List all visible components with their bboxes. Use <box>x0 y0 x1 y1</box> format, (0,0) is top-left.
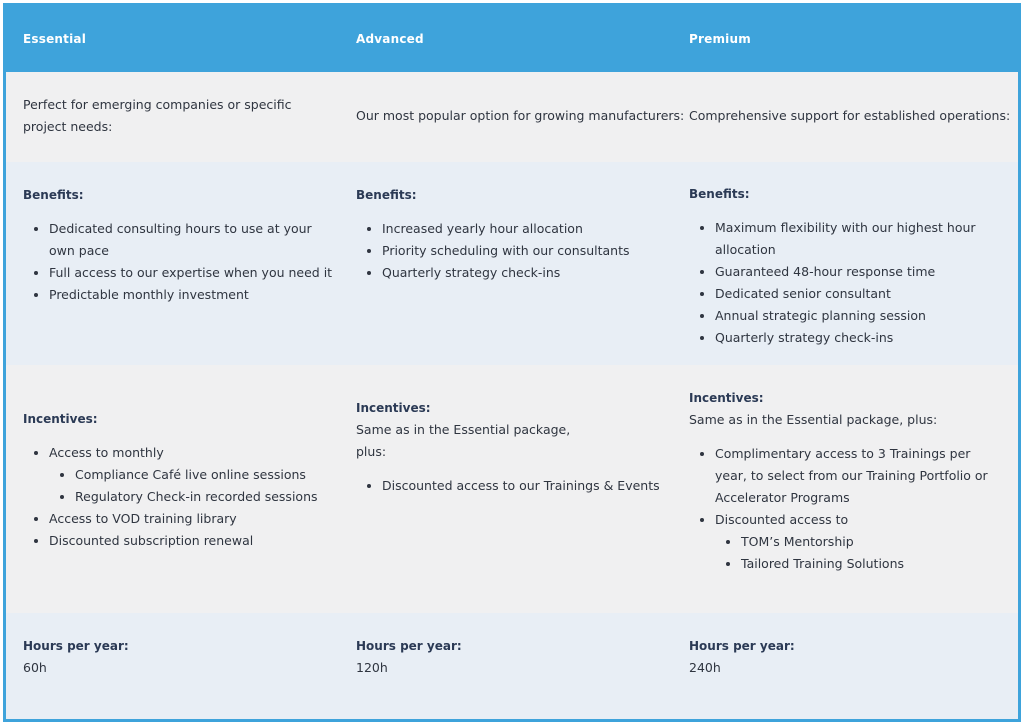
list-item: Dedicated senior consultant <box>689 283 998 305</box>
incentives-note-premium: Same as in the Essential package, plus: <box>689 412 938 427</box>
benefits-list-advanced <box>356 218 660 284</box>
hours-value-essential: 60h <box>23 660 47 675</box>
list-item: Quarterly strategy check-ins <box>689 327 998 349</box>
list-item: Discounted access to our Trainings & Events <box>356 475 672 497</box>
list-item: Access to VOD training library <box>23 508 339 530</box>
incentives-list-premium <box>689 443 998 575</box>
pricing-table <box>6 6 1018 719</box>
list-item: Discounted subscription renewal <box>23 530 339 552</box>
incentives-row <box>6 365 1018 613</box>
hours-cell-essential <box>6 613 339 719</box>
intro-row <box>6 72 1018 162</box>
list-item: Complimentary access to 3 Trainings per year, to select from our Training Portfolio or Accelerator Programs <box>689 443 998 509</box>
plan-title-premium: Premium <box>689 32 751 46</box>
plan-title-advanced: Advanced <box>356 32 424 46</box>
incentives-label: Incentives: <box>356 401 431 415</box>
incentives-list-advanced <box>356 475 672 497</box>
benefits-list-essential <box>23 218 333 306</box>
header-essential <box>6 6 339 72</box>
sub-list <box>49 464 339 508</box>
list-item: Dedicated consulting hours to use at your own pace <box>23 218 333 262</box>
benefits-list-premium <box>689 217 998 349</box>
sub-list <box>715 531 998 575</box>
hours-value-advanced: 120h <box>356 660 388 675</box>
intro-cell-essential <box>6 72 339 162</box>
incentives-note-advanced-line1: Same as in the Essential package, <box>356 422 571 437</box>
list-item-text: Access to monthly <box>49 445 164 460</box>
incentives-label: Incentives: <box>689 391 764 405</box>
list-item: Tailored Training Solutions <box>715 553 998 575</box>
intro-essential: Perfect for emerging companies or specific project needs: <box>23 97 292 134</box>
pricing-table-frame <box>3 3 1021 722</box>
header-advanced <box>339 6 672 72</box>
list-item: TOM’s Mentorship <box>715 531 998 553</box>
list-item: Priority scheduling with our consultants <box>356 240 660 262</box>
benefits-cell-advanced <box>339 162 672 365</box>
header-premium <box>672 6 1018 72</box>
intro-premium: Comprehensive support for established operations: <box>689 108 1011 123</box>
list-item <box>23 442 339 508</box>
list-item: Increased yearly hour allocation <box>356 218 660 240</box>
benefits-label: Benefits: <box>689 187 750 201</box>
hours-row <box>6 613 1018 719</box>
benefits-row <box>6 162 1018 365</box>
table-header-row <box>6 6 1018 72</box>
list-item <box>689 509 998 575</box>
hours-value-premium: 240h <box>689 660 721 675</box>
intro-advanced: Our most popular option for growing manufacturers: <box>356 108 685 123</box>
list-item: Predictable monthly investment <box>23 284 333 306</box>
list-item: Full access to our expertise when you need it <box>23 262 333 284</box>
benefits-label: Benefits: <box>23 188 84 202</box>
plan-title-essential: Essential <box>23 32 87 46</box>
incentives-cell-premium <box>672 365 1018 613</box>
hours-label: Hours per year: <box>356 639 462 653</box>
hours-cell-advanced <box>339 613 672 719</box>
list-item-text: Discounted access to <box>715 512 849 527</box>
hours-label: Hours per year: <box>23 639 129 653</box>
incentives-note-advanced-line2: plus: <box>356 444 387 459</box>
intro-cell-premium <box>672 72 1018 162</box>
benefits-label: Benefits: <box>356 188 417 202</box>
incentives-cell-essential <box>6 365 339 613</box>
list-item: Regulatory Check-in recorded sessions <box>49 486 339 508</box>
list-item: Annual strategic planning session <box>689 305 998 327</box>
intro-cell-advanced <box>339 72 685 162</box>
benefits-cell-essential <box>6 162 339 365</box>
hours-cell-premium <box>672 613 1018 719</box>
list-item: Compliance Café live online sessions <box>49 464 339 486</box>
incentives-list-essential <box>23 442 339 552</box>
list-item: Guaranteed 48-hour response time <box>689 261 998 283</box>
incentives-cell-advanced <box>339 365 672 613</box>
list-item: Maximum flexibility with our highest hour allocation <box>689 217 998 261</box>
benefits-cell-premium <box>672 162 1018 365</box>
list-item: Quarterly strategy check-ins <box>356 262 660 284</box>
hours-label: Hours per year: <box>689 639 795 653</box>
incentives-label: Incentives: <box>23 412 98 426</box>
